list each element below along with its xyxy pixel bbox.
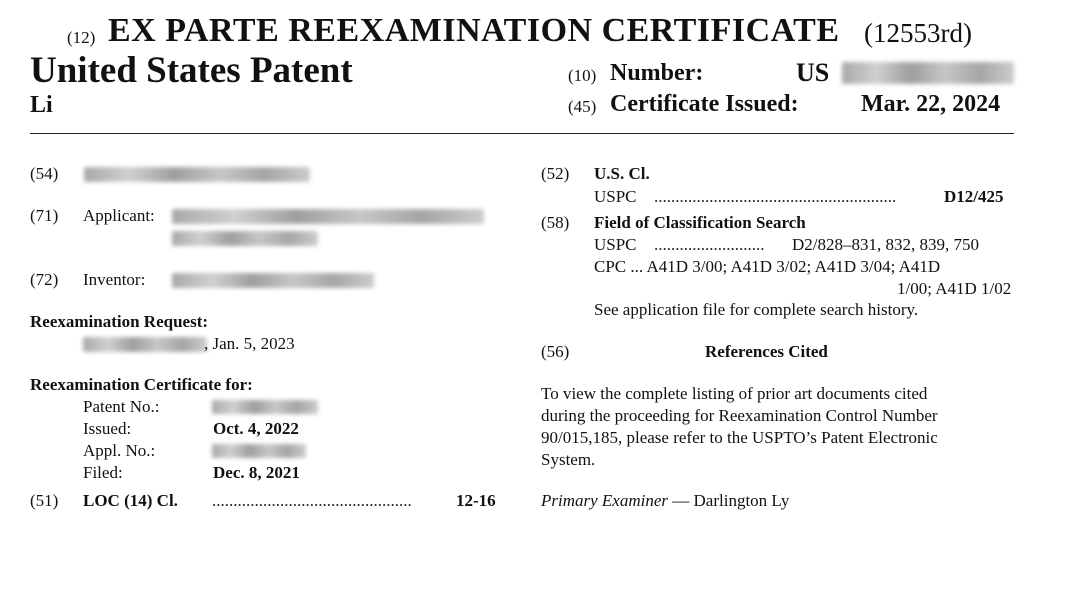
applicant-label: Applicant: [83,206,155,225]
uspc-leader-dots: ......................................................... [654,187,897,206]
filed-value: Dec. 8, 2021 [213,463,300,482]
patent-number-prefix: US [796,58,830,87]
references-cited-heading: References Cited [705,342,828,361]
inid-code-56: (56) [541,342,570,361]
issued-value: Oct. 4, 2022 [213,419,299,438]
certificate-issued-date: Mar. 22, 2024 [861,91,1001,117]
field-of-search-label: Field of Classification Search [594,213,806,232]
search-history-note: See application file for complete search history. [594,300,919,319]
reexam-cert-for-label: Reexamination Certificate for: [30,375,253,394]
issued-label: Issued: [83,419,132,438]
inid-code-54: (54) [30,164,59,183]
primary-examiner [541,491,789,511]
reexam-request-label: Reexamination Request: [30,312,209,331]
header-divider [30,133,1014,134]
reexam-request-date: , Jan. 5, 2023 [204,334,295,353]
patent-no-label: Patent No.: [83,397,160,416]
redacted-title [84,167,310,182]
inid-code-12: (12) [67,28,96,47]
redacted-inventor [172,273,374,288]
inventor-label: Inventor: [83,270,146,289]
inid-code-10: (10) [568,66,597,85]
inid-code-52: (52) [541,164,570,183]
redacted-original-patent-no [212,400,318,414]
uspc-search-value: D2/828–831, 832, 839, 750 [792,235,979,254]
primary-examiner-name: — Darlington Ly [668,491,790,510]
listing-line-3: 90/015,185, please refer to the USPTO’s Patent Electronic [541,428,938,447]
redacted-application-no [212,444,306,458]
certificate-issued-label: Certificate Issued: [610,91,799,117]
redacted-applicant-line1 [172,209,484,224]
uspc-search-leader-dots: .......................... [654,235,765,254]
appl-no-label: Appl. No.: [83,441,156,460]
redacted-control-number [83,337,207,352]
loc-classification-value: 12-16 [456,491,496,510]
inid-code-72: (72) [30,270,59,289]
cpc-line-2: 1/00; A41D 1/02 [897,279,1012,298]
redacted-patent-number [842,62,1014,84]
certificate-number: (12553rd) [864,18,972,48]
inid-code-51: (51) [30,491,59,510]
us-cl-label: U.S. Cl. [594,164,650,183]
listing-line-1: To view the complete listing of prior art documents cited [541,384,928,403]
redacted-applicant-line2 [172,231,318,246]
inventor-surname: Li [30,92,53,118]
primary-examiner-label: Primary Examiner [541,491,669,510]
uspc-value: D12/425 [944,187,1004,206]
listing-line-4: System. [541,450,596,469]
uspc-label: USPC [594,187,637,206]
inid-code-58: (58) [541,213,570,232]
inid-code-71: (71) [30,206,59,225]
number-label: Number: [610,60,704,86]
loc-leader-dots: ............................................... [212,491,412,510]
inid-code-45: (45) [568,97,597,116]
patent-office-title: United States Patent [30,50,353,91]
filed-label: Filed: [83,463,123,482]
listing-line-2: during the proceeding for Reexamination Control Number [541,406,938,425]
loc-classification-label: LOC (14) Cl. [83,491,178,510]
certificate-title: EX PARTE REEXAMINATION CERTIFICATE [108,12,840,49]
uspc-search-label: USPC [594,235,637,254]
cpc-line-1: CPC ... A41D 3/00; A41D 3/02; A41D 3/04; A41D [594,257,941,276]
